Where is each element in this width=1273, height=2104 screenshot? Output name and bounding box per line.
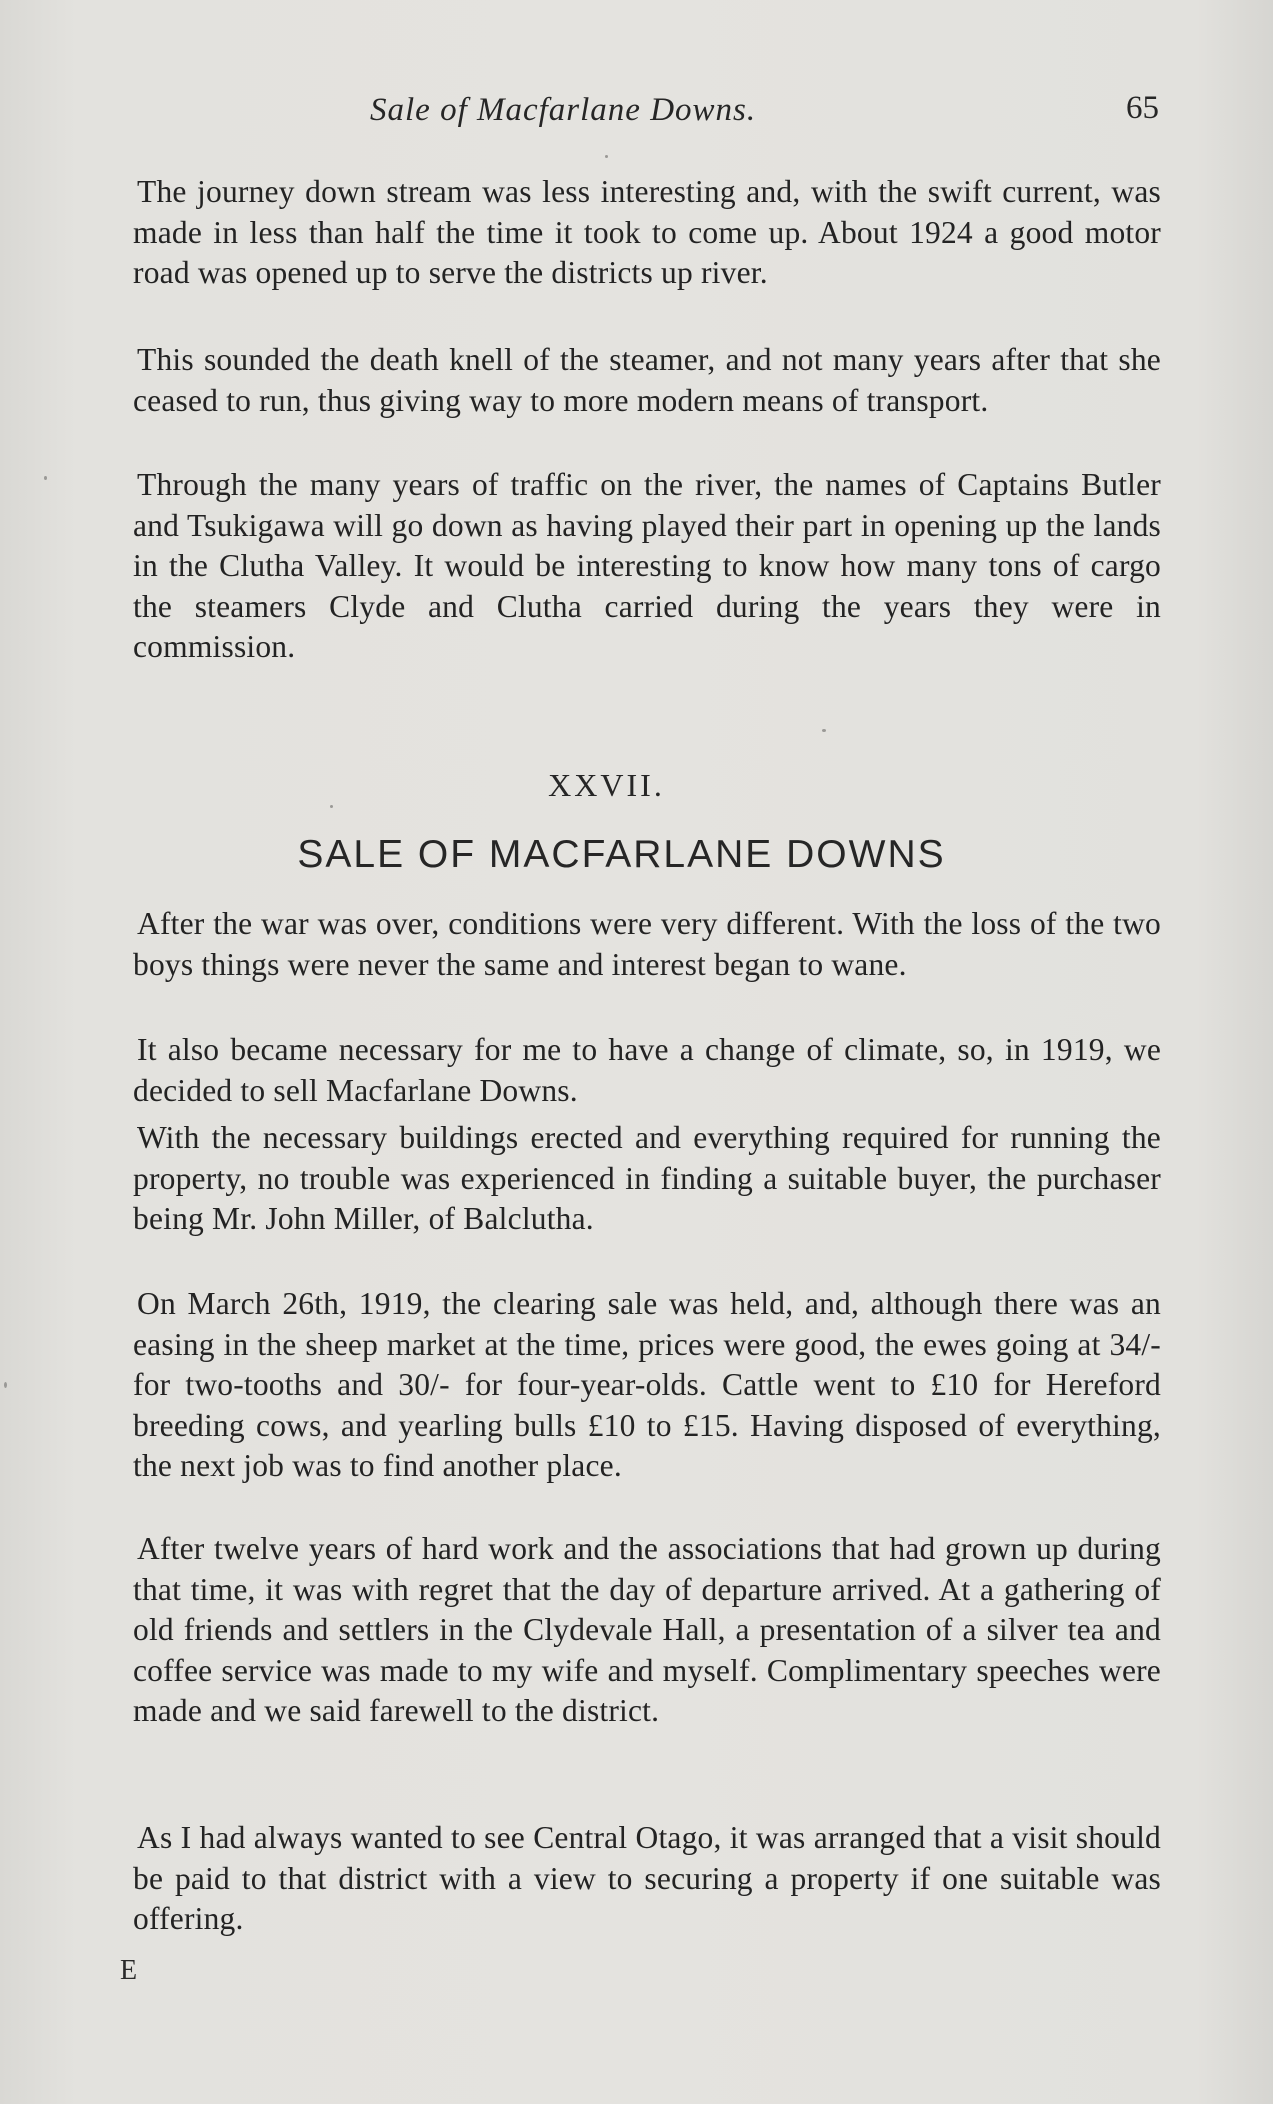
chapter-title: SALE OF MACFARLANE DOWNS (297, 833, 946, 876)
paragraph-journey-downstream: The journey down stream was less interesting and, with the swift current, was made in less than half the time it took to come up. About 1924 a good motor road was opened up to serve the districts up river. (133, 174, 1161, 291)
paper-speck (330, 805, 333, 808)
paragraph-farewell: After twelve years of hard work and the associations that had grown up during that time, it was with regret that the day of departure arrived. At a gathering of old friends and settlers in the Clydevale Hall, a presentation of a silver tea and coffee service was made to my wife and myself. Complimentary speeches were made and we said farewell to the district. (133, 1531, 1161, 1729)
chapter-number: XXVII. (548, 767, 665, 803)
paper-speck (822, 729, 826, 732)
paper-speck (44, 476, 47, 480)
paper-speck (605, 155, 608, 158)
paragraph-death-knell: This sounded the death knell of the steamer, and not many years after that she ceased to run, thus giving way to more modern means of transport. (133, 342, 1161, 418)
signature-mark: E (120, 1955, 138, 1986)
paragraph-after-war: After the war was over, conditions were very different. With the loss of the two boys things were never the same and interest began to wane. (133, 906, 1161, 982)
paper-speck (4, 1382, 7, 1388)
paragraph-central-otago: As I had always wanted to see Central Otago, it was arranged that a visit should be paid to that district with a view to securing a property if one suitable was offering. (133, 1820, 1161, 1937)
running-head: Sale of Macfarlane Downs. (370, 92, 757, 128)
paragraph-clearing-sale: On March 26th, 1919, the clearing sale was held, and, although there was an easing in the sheep market at the time, prices were good, the ewes going at 34/- for two-tooths and 30/- for four-year-olds. Cattle went to £10 for Hereford breeding cows, and yearling bulls £10 to £15. Having disposed of everything, the next job was to find another place. (133, 1286, 1161, 1484)
paragraph-change-of-climate: It also became necessary for me to have a change of climate, so, in 1919, we decided to sell Macfarlane Downs. (133, 1032, 1161, 1108)
paragraph-buyer: With the necessary buildings erected and everything required for running the property, no trouble was experienced in finding a suitable buyer, the purchaser being Mr. John Miller, of Balclutha. (133, 1120, 1161, 1237)
paragraph-captains: Through the many years of traffic on the river, the names of Captains Butler and Tsukigawa will go down as having played their part in opening up the lands in the Clutha Valley. It would be interesting to know how many tons of cargo the steamers Clyde and Clutha carried during the years they were in commission. (133, 467, 1161, 665)
page-number: 65 (1126, 90, 1159, 126)
